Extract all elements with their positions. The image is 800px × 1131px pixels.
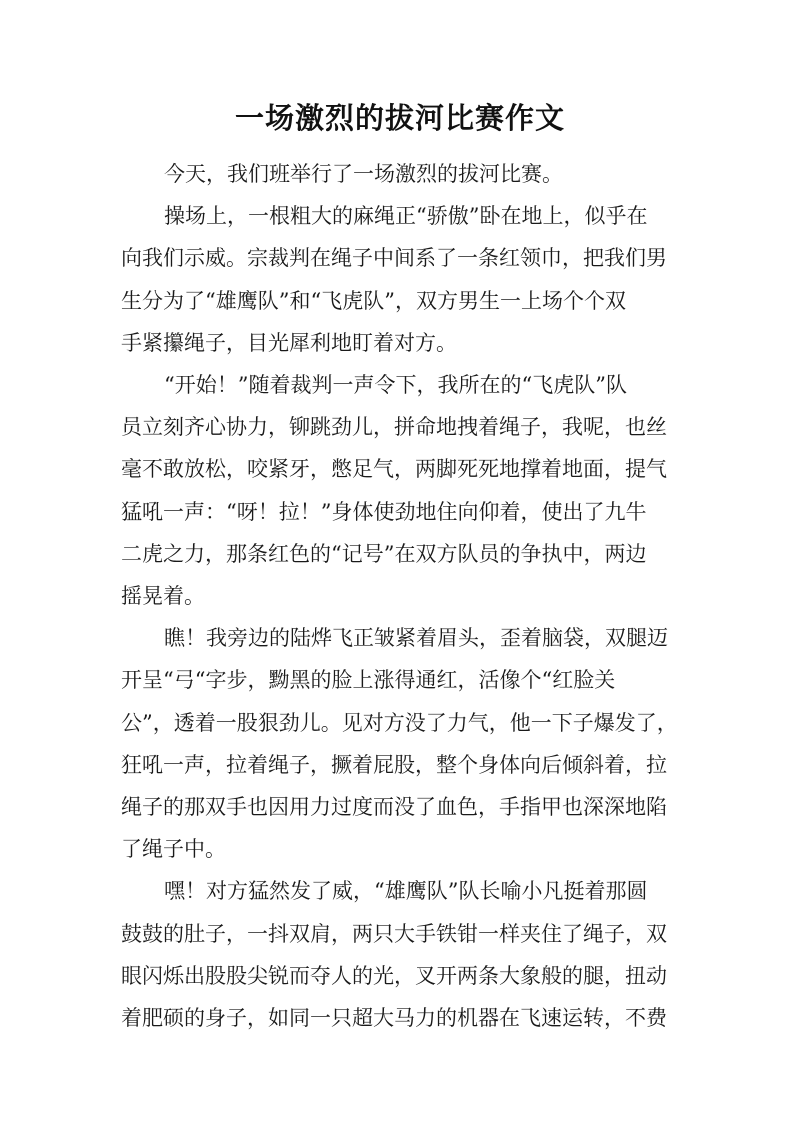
document-title: 一场激烈的拔河比赛作文 [234,101,565,135]
paragraph-2-line-3: 生分为了“雄鹰队”和“飞虎队”，双方男生一上场个个双 [121,289,626,313]
paragraph-2-line-4: 手紧攥绳子，目光犀利地盯着对方。 [121,331,457,355]
paragraph-5-line-2: 鼓鼓的肚子，一抖双肩，两只大手铁钳一样夹住了绳子，双 [121,922,667,946]
paragraph-5-line-3: 眼闪烁出股股尖锐而夺人的光，叉开两条大象般的腿，扭动 [121,964,667,988]
paragraph-4-line-4: 狂吼一声，拉着绳子，撅着屁股，整个身体向后倾斜着，拉 [121,753,667,777]
paragraph-2-line-1: 操场上，一根粗大的麻绳正“骄傲”卧在地上，似乎在 [164,204,648,228]
paragraph-4-line-5: 绳子的那双手也因用力过度而没了血色，手指甲也深深地陷 [121,795,667,819]
paragraph-5-line-4: 着肥硕的身子，如同一只超大马力的机器在飞速运转，不费 [121,1006,667,1030]
paragraph-3-line-4: 猛吼一声：“呀！拉！”身体使劲地住向仰着，使出了九牛 [121,500,647,524]
paragraph-5-line-1: 嘿！对方猛然发了威，“雄鹰队”队长喻小凡挺着那圆 [164,879,648,903]
paragraph-3-line-3: 毫不敢放松，咬紧牙，憋足气，两脚死死地撑着地面，提气 [121,457,667,481]
paragraph-4-line-6: 了绳子中。 [121,837,226,861]
paragraph-3-line-6: 摇晃着。 [121,584,205,608]
paragraph-4-line-1: 瞧！我旁边的陆烨飞正皱紧着眉头，歪着脑袋，双腿迈 [164,626,668,650]
paragraph-3-line-2: 员立刻齐心协力，铆跳劲儿，拼命地拽着绳子，我呢，也丝 [121,415,667,439]
paragraph-2-line-2: 向我们示威。宗裁判在绳子中间系了一条红领巾，把我们男 [121,246,667,270]
paragraph-4-line-3: 公”，透着一股狠劲儿。见对方没了力气，他一下子爆发了， [121,711,678,735]
paragraph-3-line-1: “开始！”随着裁判一声令下，我所在的“飞虎队”队 [164,373,627,397]
paragraph-4-line-2: 开呈“弓“字步，黝黑的脸上涨得通红，活像个“红脸关 [121,668,616,692]
paragraph-1-line-1: 今天，我们班举行了一场激烈的拔河比赛。 [164,162,563,186]
paragraph-3-line-5: 二虎之力，那条红色的“记号”在双方队员的争执中，两边 [121,542,647,566]
